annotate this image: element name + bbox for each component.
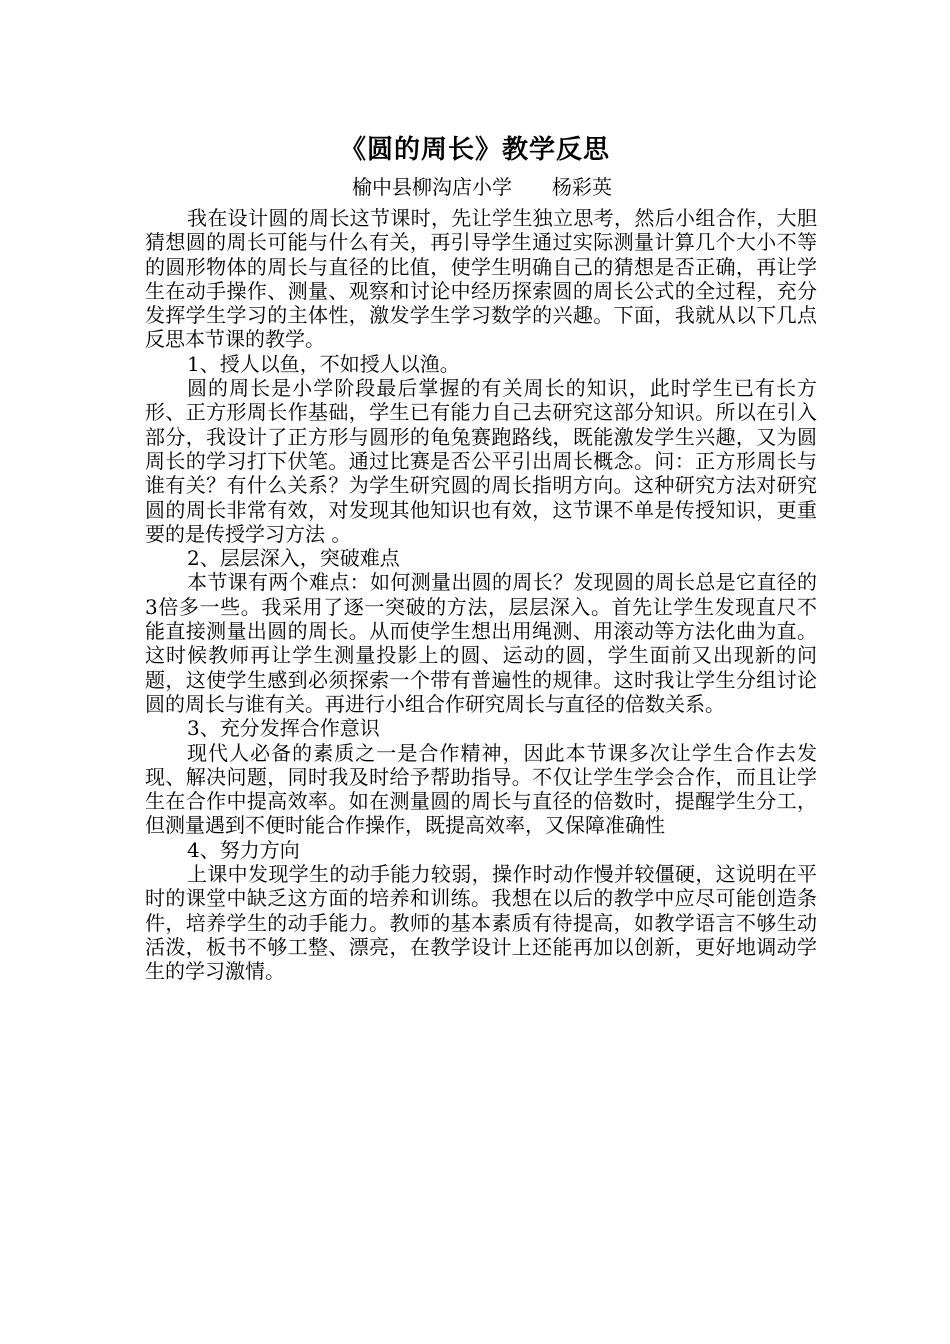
section-heading-4: 4、努力方向: [187, 837, 300, 862]
section-paragraph-2: 本节课有两个难点：如何测量出圆的周长？发现圆的周长总是它直径的3倍多一些。我采用了逐一突破的方法，层层深入。首先让学生发现直尺不能直接测量出圆的周长。从而使学生想出用绳测、用滚动等方法化曲为直。这时候教师再让学生测量投影上的圆、运动的圆，学生面前又出现新的问题，这使学生感到必须探索一个带有普遍性的规律。这时我让学生分组讨论圆的周长与谁有关。再进行小组合作研究周长与直径的倍数关系。: [145, 570, 817, 716]
author-byline: 榆中县柳沟店小学 杨彩英: [352, 175, 612, 199]
section-paragraph-1: 圆的周长是小学阶段最后掌握的有关周长的知识，此时学生已有长方形、正方形周长作基础，学生已有能力自己去研究这部分知识。所以在引入部分，我设计了正方形与圆形的龟兔赛跑路线，既能激发学生兴趣，又为圆周长的学习打下伏笔。通过比赛是否公平引出周长概念。问：正方形周长与谁有关？有什么关系？为学生研究圆的周长指明方向。这种研究方法对研究圆的周长非常有效，对发现其他知识也有效，这节课不单是传授知识，更重要的是传授学习方法 。: [145, 376, 817, 546]
document-body: [145, 206, 817, 984]
document-title: 《圆的周长》教学反思: [339, 135, 610, 165]
section-heading-3: 3、充分发挥合作意识: [187, 716, 380, 741]
section-heading-2: 2、层层深入，突破难点: [187, 546, 400, 571]
section-heading-1: 1、授人以鱼，不如授人以渔。: [187, 351, 460, 376]
section-paragraph-4: 上课中发现学生的动手能力较弱，操作时动作慢并较僵硬，这说明在平时的课堂中缺乏这方面的培养和训练。我想在以后的教学中应尽可能创造条件，培养学生的动手能力。教师的基本素质有待提高，如教学语言不够生动活泼，板书不够工整、漂亮，在教学设计上还能再加以创新，更好地调动学生的学习激情。: [145, 862, 817, 984]
section-paragraph-3: 现代人必备的素质之一是合作精神，因此本节课多次让学生合作去发现、解决问题，同时我及时给予帮助指导。不仅让学生学会合作，而且让学生在合作中提高效率。如在测量圆的周长与直径的倍数时，提醒学生分工，但测量遇到不便时能合作操作，既提高效率，又保障准确性: [145, 740, 817, 838]
intro-paragraph: 我在设计圆的周长这节课时，先让学生独立思考，然后小组合作，大胆猜想圆的周长可能与什么有关，再引导学生通过实际测量计算几个大小不等的圆形物体的周长与直径的比值，使学生明确自己的猜想是否正确，再让学生在动手操作、测量、观察和讨论中经历探索圆的周长公式的全过程，充分发挥学生学习的主体性，激发学生学习数学的兴趣。下面，我就从以下几点反思本节课的教学。: [145, 206, 817, 352]
